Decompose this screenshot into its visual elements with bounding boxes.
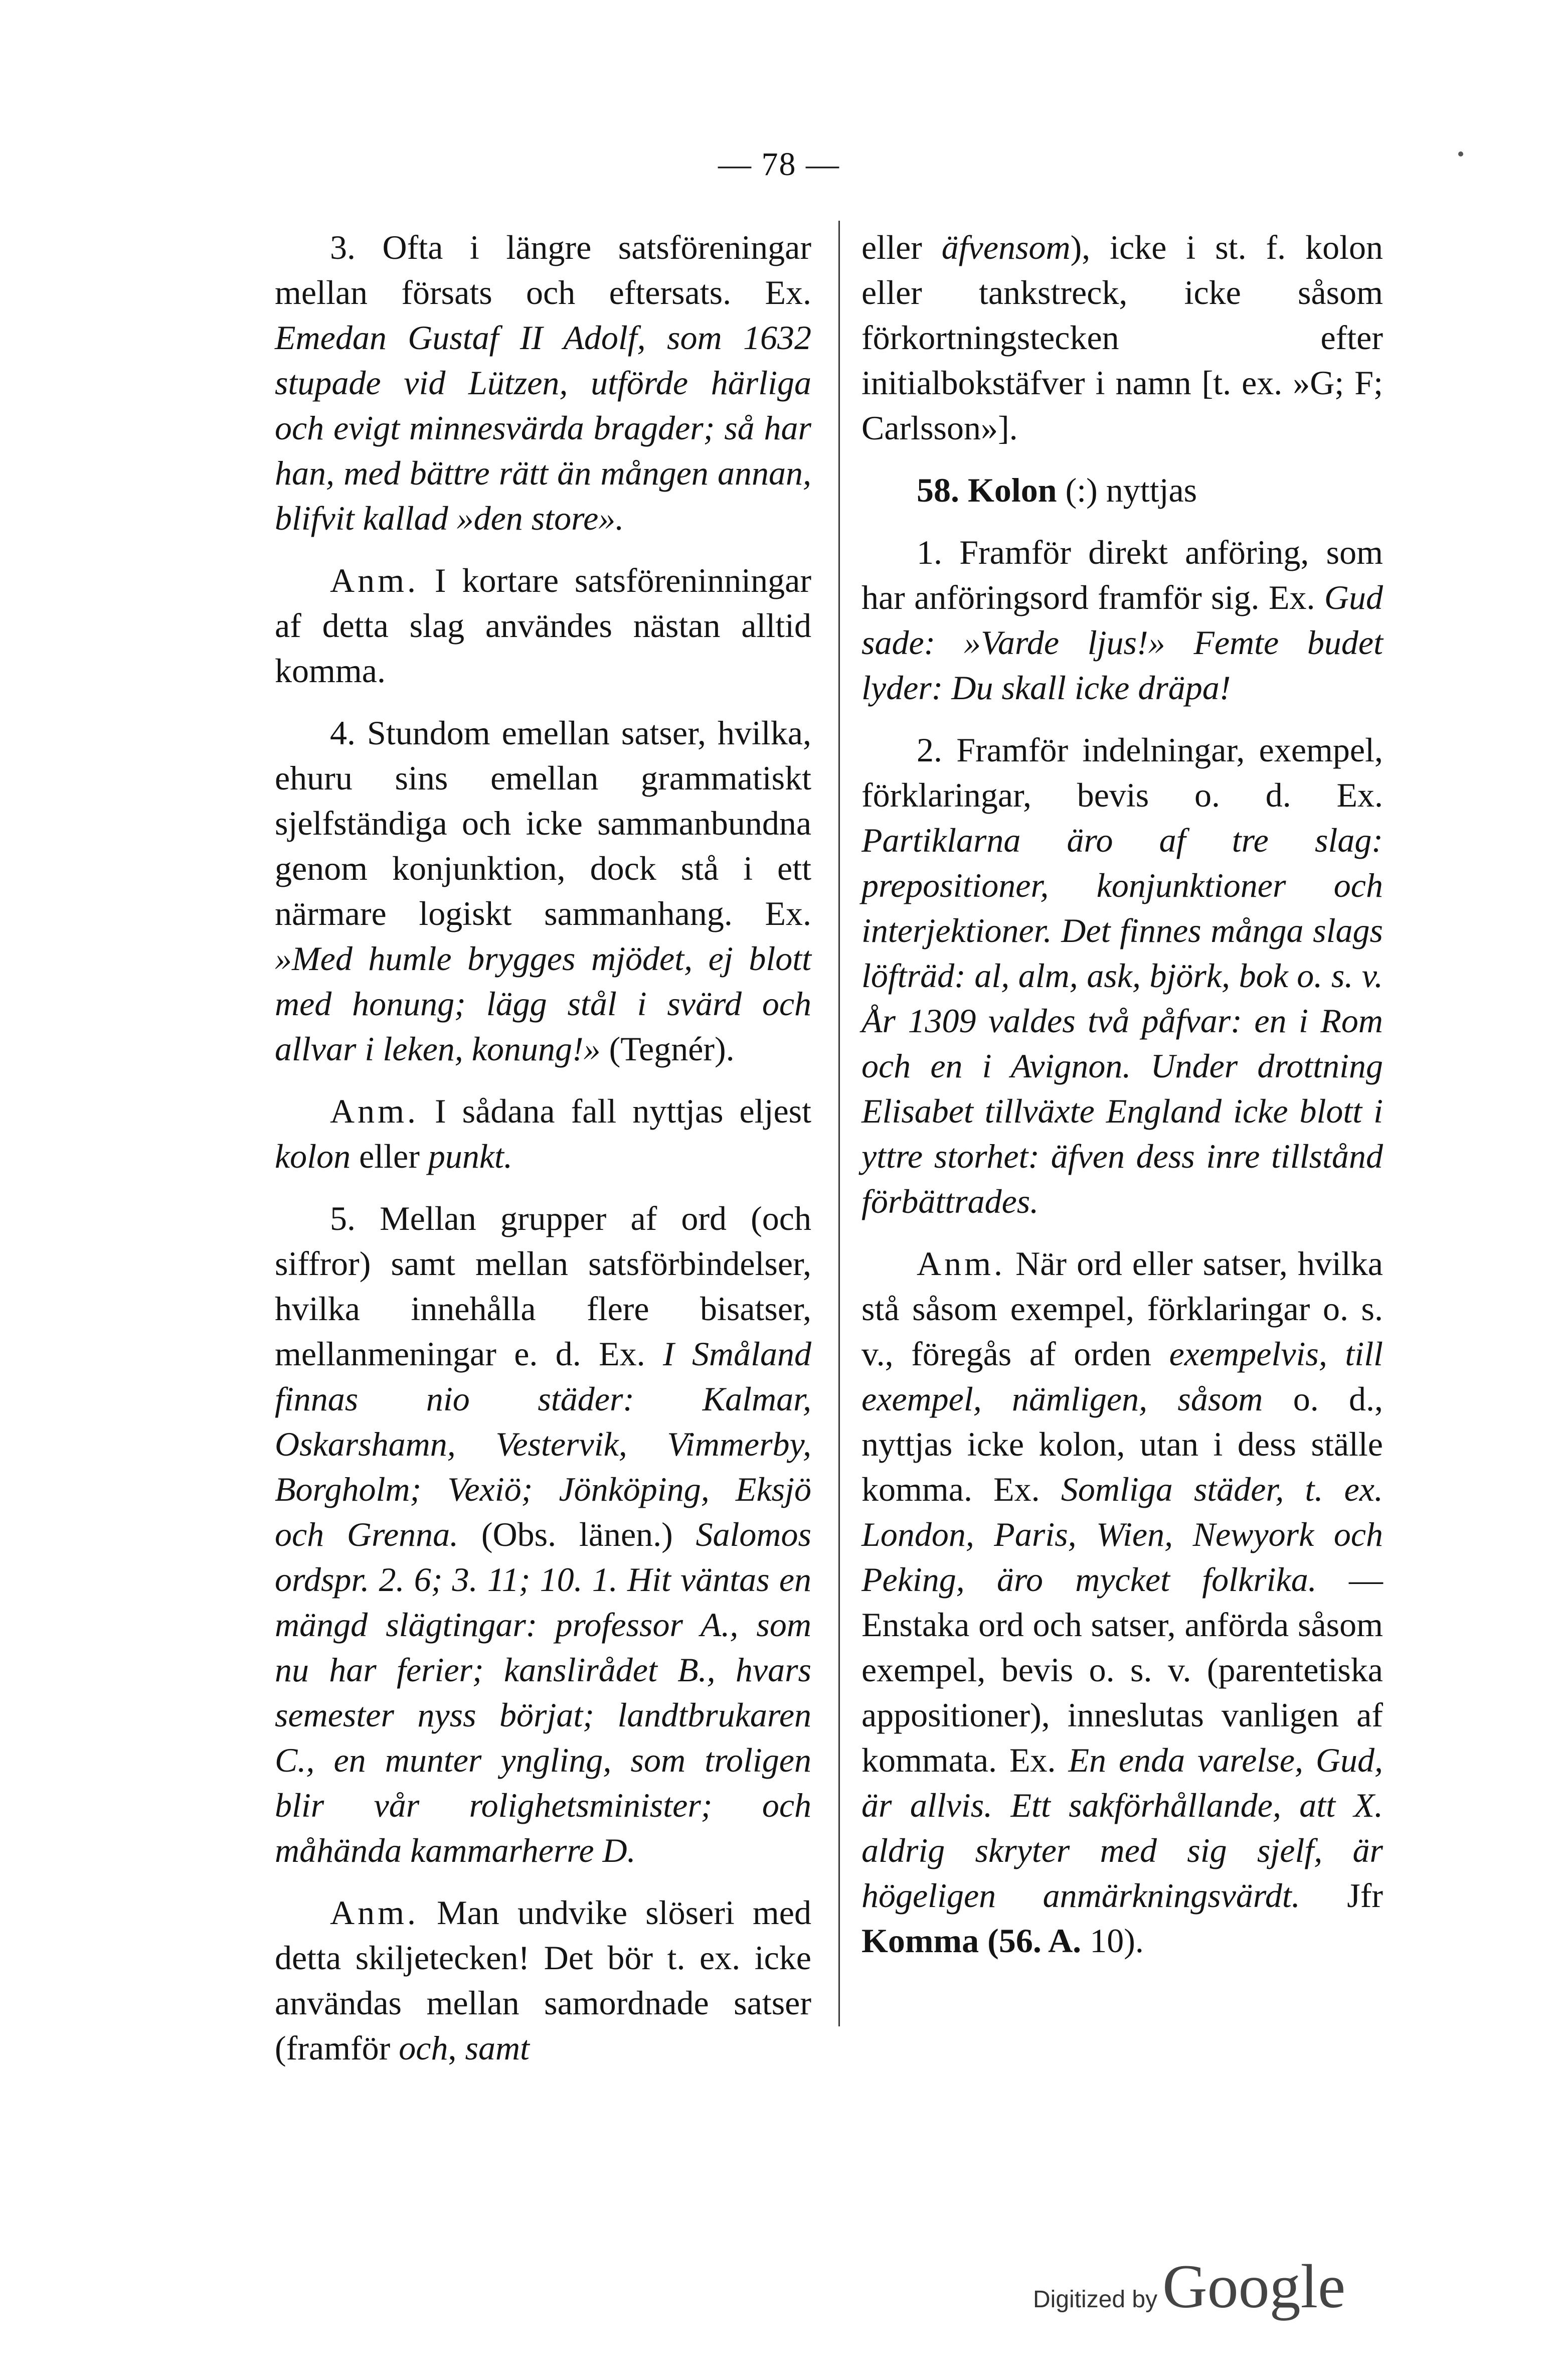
google-logo: Google [1162, 2252, 1346, 2321]
speck-mark [1458, 151, 1463, 156]
column-divider [838, 221, 840, 2026]
text-run: Anm. [917, 1244, 1005, 1283]
text-run: 1. Framför direkt anföring, som har anföringsord framför sig. Ex. [861, 533, 1383, 616]
paragraph-p3-anm [275, 558, 811, 693]
text-run: I Småland finnas nio städer: Kalmar, Oskarshamn, Vestervik, Vimmerby, Borgholm; Vexiö; Jönköping, Eksjö och Grenna. [275, 1335, 811, 1553]
text-run: kolon [275, 1137, 351, 1175]
text-run: samt [465, 2029, 530, 2067]
text-run: När ord eller satser, hvilka stå såsom exempel, förklaringar o. s. v., föregås af orden [861, 1244, 1383, 1373]
text-run: Anm. [330, 1092, 419, 1130]
right-column [861, 225, 1383, 1963]
text-run: äfvensom [941, 228, 1071, 266]
text-run: (Obs. länen.) [458, 1515, 696, 1553]
text-run: Jfr [1300, 1876, 1383, 1915]
text-run: Somliga städer, t. ex. London, Paris, Wien, Newyork och Peking, äro mycket folkrika. [861, 1470, 1383, 1599]
text-run: (:) nyttjas [1057, 471, 1197, 509]
text-run: eller [351, 1137, 428, 1175]
text-run: En enda varelse, Gud, är allvis. Ett sakförhållande, att X. aldrig skryter med sig sjelf, är högeligen anmärkningsvärdt. [861, 1741, 1383, 1915]
text-run: Komma (56. A. [861, 1922, 1082, 1960]
paragraph-r-cont [861, 225, 1383, 450]
paragraph-r1 [861, 530, 1383, 710]
text-run: ), icke i st. f. kolon eller tankstreck, icke såsom förkortningstecken efter initialbokstäfver i namn [t. ex. »G; F; Carlsson»]. [861, 228, 1383, 447]
text-run: 4. Stundom emellan satser, hvilka, ehuru sins emellan grammatiskt sjelfständiga och icke sammanbundna genom konjunktion, dock stå i ett närmare logiskt sammanhang. Ex. [275, 714, 811, 932]
text-run: I sådana fall nyttjas eljest [419, 1092, 811, 1130]
text-run: 10). [1081, 1922, 1144, 1960]
text-run: 5. Mellan grupper af ord (och siffror) samt mellan satsförbindelser, hvilka innehålla flere bisatser, mellanmeningar e. d. Ex. [275, 1199, 811, 1373]
paragraph-p5-anm [275, 1890, 811, 2071]
paragraph-r58 [861, 467, 1383, 513]
text-run: eller [861, 228, 942, 266]
text-run: — Enstaka ord och satser, anförda såsom exempel, bevis o. s. v. (parentetiska appositioner), inneslutas vanligen af kommata. Ex. [861, 1560, 1383, 1779]
paragraph-p4 [275, 710, 811, 1071]
paragraph-r-anm [861, 1241, 1383, 1963]
text-run: I kortare satsföreninningar af detta slag användes nästan alltid komma. [275, 561, 811, 690]
text-run: Anm. [330, 1893, 419, 1932]
text-run: Emedan Gustaf II Adolf, som 1632 stupade vid Lützen, utförde härliga och evigt minnesvärda bragder; så har han, med bättre rätt än mången annan, blifvit kallad »den store». [275, 319, 811, 537]
text-run: Partiklarna äro af tre slag: prepositioner, konjunktioner och interjektioner. Det finnes många slags löfträd: al, alm, ask, björk, bok o. s. v. År 1309 valdes två påfvar: en i Rom och en i Avignon. Under drottning Elisabet tillväxte England icke blott i yttre storhet: äfven dess inre tillstånd förbättrades. [861, 821, 1383, 1220]
text-run: Salomos ordspr. 2. 6; 3. 11; 10. 1. Hit väntas en mängd slägtingar: professor A., som nu har ferier; kanslirådet B., hvars semester nyss börjat; landtbrukaren C., en munter yngling, som troligen blir vår rolighetsminister; och måhända kammarherre D. [275, 1515, 811, 1869]
digitized-by-google-watermark [1033, 2251, 1345, 2322]
paragraph-p5 [275, 1196, 811, 1873]
left-column [275, 225, 811, 2071]
paragraph-r2 [861, 727, 1383, 1224]
text-run: 58. Kolon [917, 471, 1057, 509]
paragraph-p3 [275, 225, 811, 541]
text-run: Anm. [330, 561, 419, 599]
text-run: Man undvike slöseri med detta skiljetecken! Det bör t. ex. icke användas mellan samordnade satser (framför [275, 1893, 811, 2067]
text-run: (Tegnér). [600, 1030, 735, 1068]
text-run: , [448, 2029, 465, 2067]
text-run: 2. Framför indelningar, exempel, förklaringar, bevis o. d. Ex. [861, 731, 1383, 814]
text-run: och [399, 2029, 448, 2067]
digitized-by-label: Digitized by [1033, 2286, 1158, 2313]
text-run: »Med humle brygges mjödet, ej blott med honung; lägg stål i svärd och allvar i leken, konung!» [275, 939, 811, 1068]
text-run: Gud sade: »Varde ljus!» Femte budet lyder: Du skall icke dräpa! [861, 578, 1383, 707]
text-run: o. d., nyttjas icke kolon, utan i dess ställe komma. Ex. [861, 1380, 1383, 1508]
text-run: punkt. [428, 1137, 512, 1175]
paragraph-p4-anm [275, 1088, 811, 1179]
text-run: exempelvis, till exempel, nämligen, såsom [861, 1335, 1383, 1418]
page-number: — 78 — [718, 146, 840, 183]
text-run: 3. Ofta i längre satsföreningar mellan försats och eftersats. Ex. [275, 228, 811, 311]
